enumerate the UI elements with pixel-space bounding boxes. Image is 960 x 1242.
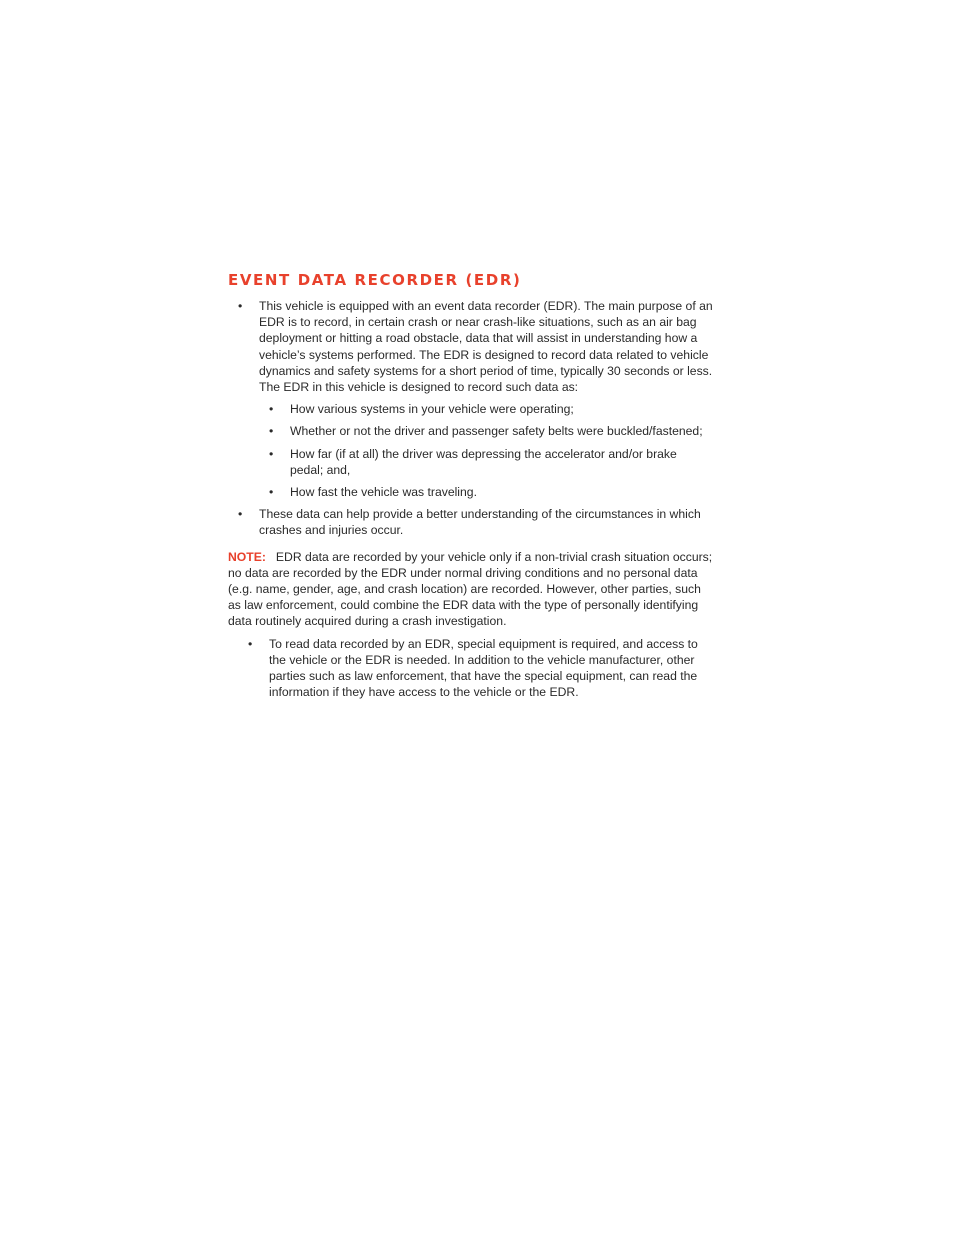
bullet-list: [228, 298, 713, 539]
section-body: [228, 298, 713, 700]
bullet-text: How various systems in your vehicle were operating;: [290, 402, 574, 417]
note-text: EDR data are recorded by your vehicle only if a non-trivial crash situation occurs; no data are recorded by the EDR under normal driving conditions and no personal data (e.g. name, gender, age, and crash location) are recorded. However, other parties, such as law enforcement, could combine the EDR data with the type of personally identifying data routinely acquired during a crash investigation.: [228, 549, 713, 629]
list-item: [238, 506, 713, 538]
list-item: [269, 484, 713, 500]
sub-bullet-list: [259, 401, 713, 500]
bullet-text: These data can help provide a better understanding of the circumstances in which crashes and injuries occur.: [259, 507, 701, 538]
list-item: [269, 401, 713, 417]
bullet-text: Whether or not the driver and passenger safety belts were buckled/fastened;: [290, 424, 703, 439]
list-item: [269, 423, 713, 439]
bullet-text: How fast the vehicle was traveling.: [290, 485, 477, 500]
bullet-text: How far (if at all) the driver was depressing the accelerator and/or brake pedal; and,: [290, 446, 677, 477]
bullet-text: This vehicle is equipped with an event data recorder (EDR). The main purpose of an EDR is to record, in certain crash or near crash-like situations, such as an air bag deployment or hitting a road obstacle, data that will assist in understanding how a vehicle’s systems performed. The EDR is designed to record data related to vehicle dynamics and safety systems for a short period of time, typically 30 seconds or less. The EDR in this vehicle is designed to record such data as:: [259, 299, 713, 395]
bullet-text: To read data recorded by an EDR, special equipment is required, and access to the vehicle or the EDR is needed. In addition to the vehicle manufacturer, other parties such as law enforcement, that have the special equipment, can read the information if they have access to the vehicle or the EDR.: [269, 636, 698, 700]
list-item: [238, 298, 713, 500]
note-paragraph: [228, 549, 713, 630]
list-item: [248, 636, 713, 701]
section-title: EVENT DATA RECORDER (EDR): [228, 271, 522, 289]
note-label: NOTE:: [228, 549, 266, 564]
final-bullet-list: [228, 636, 713, 701]
list-item: [269, 446, 713, 478]
